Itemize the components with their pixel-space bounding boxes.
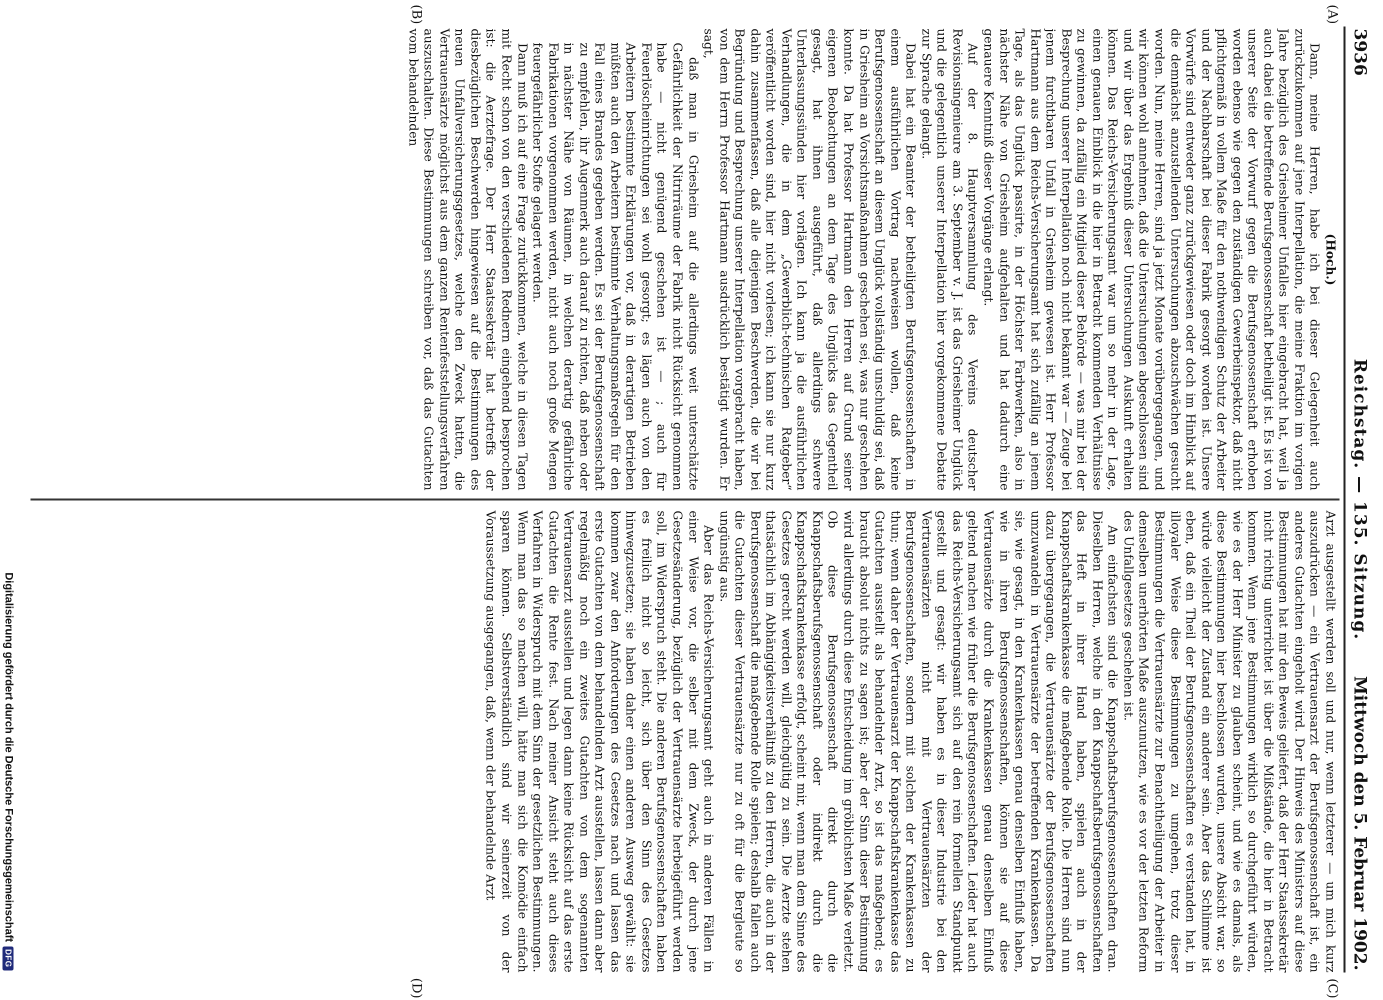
- quoted-paragraph: daß man in Griesheim auf die allerdings weit unterschätzte Gefährlichkeit der Nitrirräume der Fabrik nicht Rücksicht genommen habe — nicht genügend geschehen ist — ; auch für Feuerlöscheinrichtungen sei wohl gesorgt; es lägen auch von den Arbeitern bestimmte Erklärungen vor, daß in derartigen Betrieben müßten auch den Arbeitern bestimmte Verhaltungsmaßregeln für den Fall eines Brandes gegeben werden. Es sei der Berufsgenossenschaft zu empfehlen, ihr Augenmerk auch darauf zu richten, daß neben oder in nächster Nähe von Räumen, in welchen derartig gefährliche Fabrikationen vorgenommen werden, nicht auch noch große Mengen feuergefährlicher Stoffe gelagert werden.: [530, 42, 700, 490]
- margin-marker-d: (D): [408, 977, 423, 998]
- right-column: [28, 510, 1337, 972]
- margin-marker-b: (B): [408, 4, 423, 24]
- paragraph: Auf der 8. Hauptversammlung des Vereins deutscher Revisionsingenieure am 3. September v. J. ist das Griesheimer Unglück und die gelegentlich unserer Interpellation hier vorgekommene Debatte zur Sprache gelangt.: [918, 28, 980, 490]
- column-divider: [30, 498, 1339, 500]
- session-date: Mittwoch den 5. Februar 1902.: [1349, 675, 1369, 970]
- digitization-credit: [2, 572, 14, 970]
- page-number: 3936: [1349, 28, 1369, 76]
- paragraph: Dabei hat ein Beamter der betheiligten Berufsgenossenschaften in einem ausführlichen Vortrag nachweisen wollen, daß keine Berufsgenossenschaft an diesem Unglück vollständig unschuldig sei, daß in Griesheim an Vorsichtsmaßnahmen geschehen sei, was nur geschehen konnte. Da hat Professor Hartmann den Herren auf Grund seiner eigenen Beobachtungen an dem Tage des Unglücks das Gegentheil gesagt, hat ihnen ausgeführt, daß allerdings schwere Unterlassungssünden hier vorlägen. Ich kann ja die ausführlichen Verhandlungen, die in dem „Gewerblich-technischen Ratgeber“ veröffentlicht worden sind, hier nicht vorlesen; ich kann sie nur kurz dahin zusammenfassen, daß alle diejenigen Beschwerden, die wir bei Begründung und Besprechung unserer Interpellation vorgebracht haben, von dem Herrn Professor Hartmann ausdrücklich bestätigt wurden. Er sagt,: [701, 28, 918, 490]
- page-header: [1345, 28, 1373, 970]
- margin-marker-a: (A): [1324, 4, 1339, 24]
- paragraph: Arzt ausgestellt werden soll und nur, wenn letzterer — um mich kurz auszudrücken — ein Vertrauensarzt der Berufsgenossenschaft ist, ein anderes Gutachten eingeholt wird. Der Hinweis des Ministers auf diese Bestimmungen hat mir den Beweis geliefert, daß der Herr Staatssekretär nicht richtig unterrichtet ist über die Mißstände, die hier in Betracht kommen. Wenn jene Bestimmungen wirklich so durchgeführt würden, wie es der Herr Minister zu glauben scheint, und wie es damals, als diese Bestimmungen hier beschlossen wurden, unsere Absicht war, so würde vielleicht der Zustand ein anderer sein. Aber das Schlimme ist eben, daß ein Theil der Berufsgenossenschaften es verstanden hat, in illoyaler Weise diese Bestimmungen zu umgehen, trotz dieser Bestimmungen die Vertrauensärzte zur Benachtheiligung der Arbeiter in demselben unerhörten Maße auszunutzen, wie es vor der letzten Reform des Unfallgesetzes geschehen ist.: [1120, 510, 1337, 972]
- left-column: [28, 28, 1337, 490]
- speaker-label: (Hoch.): [1323, 233, 1337, 285]
- paragraph: Am einfachsten sind die Knappschaftsberufsgenossenschaften dran. Dieselben Herren, welche in den Knappschaftsberufsgenossenschaften das Heft in ihrer Hand haben, spielen auch in der Knappschaftskrankenkasse die maßgebende Rolle. Die Herren sind nun dazu übergegangen, die Vertrauensärzte der Berufsgenossenschaften umzuwandeln in Vertrauensärzte der betreffenden Krankenkassen. Da sie, wie gesagt, in den Krankenkassen genau denselben Einfluß haben, wie in ihren Berufsgenossenschaften, können sie auf diese Vertrauensärzte durch die Krankenkassen genau denselben Einfluß geltend machen wie früher die Berufsgenossenschaften. Leider hat auch das Reichs-Versicherungsamt sich auf den rein formellen Standpunkt gestellt und gesagt: wir haben es in dieser Industrie bei den Vertrauensärzten nicht mit Vertrauensärzten der Berufsgenossenschaften, sondern mit solchen der Krankenkassen zu thun; wenn daher der Vertrauensarzt der Knappschaftskrankenkasse das Gutachten ausstellt als behandelnder Arzt, so ist das maßgebend; es braucht absolut nichts zu sagen ist; aber der Sinn dieser Bestimmung wird allerdings durch diese Entscheidung im gröblichsten Maße verletzt. Ob diese Berufsgenossenschaft direkt durch die Knappschaftsberufsgenossenschaft oder indirekt durch die Knappschaftskrankenkasse erfolgt, scheint mir, wenn man dem Sinne des Gesetzes gerecht werden will, gleichgültig zu sein. Die Aerzte stehen thatsächlich im Abhängigkeitsverhältniß zu den Herren, die auch in der Berufsgenossenschaft die maßgebende Rolle spielen; deshalb fallen auch die Gutachten dieser Vertrauensärzte nur zu oft für die Bergleute so ungünstig aus.: [716, 510, 1120, 972]
- header-rule: [1343, 26, 1345, 972]
- margin-marker-c: (C): [1324, 977, 1339, 998]
- dfg-logo: DFG: [3, 946, 14, 970]
- paragraph: Aber das Reichs-Versicherungsamt geht auch in anderen Fällen in einer Weise vor, die selber mit dem Zweck, der durch jene Gesetzesänderung, bezüglich der Vertrauensärzte herbeigeführt werden soll, im Widerspruch steht. Die anderen Berufsgenossenschaften haben es freilich nicht so leicht, sich über den Sinn des Gesetzes hinwegzusetzen; sie haben daher einen anderen Ausweg gewählt: sie kommen zwar den Anforderungen des Gesetzes nach und lassen das erste Gutachten von dem behandelnden Arzt ausstellen, lassen dann aber regelmäßig noch ein zweites Gutachten von dem sogenannten Vertrauensarzt ausstellen und legen dann keine Rücksicht auf das erste Gutachten die Rente fest. Nach meiner Ansicht steht auch dieses Verfahren in Widerspruch mit dem Sinn der gesetzlichen Bestimmungen. Wenn man das so machen will, hätte man sich die Komödie einfach sparen können. Selbstverständlich sind wir seinerzeit von der Voraussetzung ausgegangen, daß, wenn der behandelnde Arzt: [483, 510, 716, 972]
- running-title: Reichstag. — 135. Sitzung.: [1349, 358, 1369, 640]
- paragraph: Dann, meine Herren, habe ich bei dieser Gelegenheit auch zurückzukommen auf jene Interpellation, die meine Fraktion im vorigen Jahre bezüglich des Griesheimer Unfalles hier eingebracht hat, weil ja auch dabei die betreffende Berufsgenossenschaft betheiligt ist. Es ist von unserer Seite der Vorwurf gegen die Berufsgenossenschaft erhoben worden ebenso wie gegen den zuständigen Gewerbeinspektor, daß nicht pflichtgemäß in vollem Maße für den nothwendigen Schutz der Arbeiter und der Nachbarschaft bei dieser Fabrik gesorgt worden ist. Unsere Vorwürfe sind entweder ganz zurückgewiesen oder doch im Hinblick auf die demnächst anzustellenden Untersuchungen abzuschwächen gesucht worden. Nun, meine Herren, sind ja jetzt Monate vorübergegangen, und wir können wohl annehmen, daß die Untersuchungen abgeschlossen sind und wir über das Ergebniß dieser Untersuchungen Auskunft erhalten können. Das Reichs-Versicherungsamt war um so mehr in der Lage, einen genauen Einblick in die hier in Betracht kommenden Verhältnisse zu gewinnen, da zufällig ein Mitglied dieser Behörde — was mir bei der Besprechung unserer Interpellation noch nicht bekannt war — Zeuge bei jenem furchtbaren Unfall in Griesheim gewesen ist. Herr Professor Hartmann aus dem Reichs-Versicherungsamt hat sich zufällig an jenem Tage, als das Unglück passirte, in der Höchster Farbwerken, also in nächster Nähe von Griesheim aufgehalten und hat dadurch eine genauere Kenntniß dieser Vorgänge erlangt.: [980, 28, 1322, 490]
- credit-text: Digitalisierung gefördert durch die Deutsche Forschungsgemeinschaft: [2, 571, 14, 942]
- paragraph: Dann muß ich auf eine Frage zurückkommen, welche in diesen Tagen mit Recht schon von den verschiedenen Rednern eingehend besprochen ist: die Aerztefrage. Der Herr Staatssekretär hat betreffs der diesbezüglichen Beschwerden hingewiesen auf die Bestimmungen des neuen Unfallversicherungsgesetzes, welche den Zweck hatten, die Vertrauensärzte möglichst aus dem ganzen Rentenfeststellungsverfahren auszuschalten. Diese Bestimmungen schreiben vor, daß das Gutachten vom behandelnden: [405, 28, 529, 490]
